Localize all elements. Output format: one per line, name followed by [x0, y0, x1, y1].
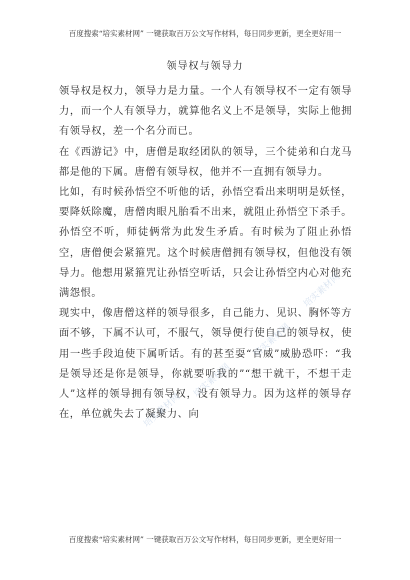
paragraph-2: 在《西游记》中，唐僧是取经团队的领导，三个徒弟和白龙马都是他的下属。唐僧有领导权，他并不一直拥有领导力。 [59, 146, 352, 178]
document-title: 领导权与领导力 [166, 61, 244, 72]
watermark-text: 培实素材网 [252, 322, 293, 360]
page-header: 百度搜索“培实素材网” 一键获取百万公文写作材料，每日同步更新，更全更好用一 [68, 29, 342, 38]
page-footer: 百度搜索“培实素材网” 一键获取百万公文写作材料，每日同步更新，更全更好用一 [68, 535, 342, 544]
watermark-text: 培实素材网 [142, 392, 183, 430]
watermark-text: 培实素材网 [302, 272, 343, 310]
paragraph-1: 领导权是权力，领导力是力量。一个人有领导权不一定有领导力，而一个人有领导力，就算他名义上不是领导，实际上他拥有领导权，差一个名分而已。 [59, 86, 352, 138]
paragraph-3: 比如，有时候孙悟空不听他的话，孙悟空看出来明明是妖怪，要降妖除魔，唐僧肉眼凡胎看不出来，就阻止孙悟空下杀手。孙悟空不听，师徒俩常为此发生矛盾。有时候为了阻止孙悟空，唐僧便会紧箍咒。这个时候唐僧拥有领导权，但他没有领导力。他想用紧箍咒让孙悟空听话，只会让孙悟空内心对他充满怨恨。 [59, 187, 352, 300]
paragraph-4: 现实中，像唐僧这样的领导很多，自己能力、见识、胸怀等方面不够，下属不认可，不服气，领导便行使自己的领导权，使用一些手段迫使下属听话。有的甚至耍“官威”威胁恐吓：“我是领导还是你是领导，你就要听我的”“想干就干，不想干走人”这样的领导拥有领导权，没有领导力。因为这样的领导存在，单位就失去了凝聚力、向 [59, 308, 352, 421]
watermark-text: 培实素材网 [192, 362, 233, 400]
document-body [59, 82, 352, 425]
